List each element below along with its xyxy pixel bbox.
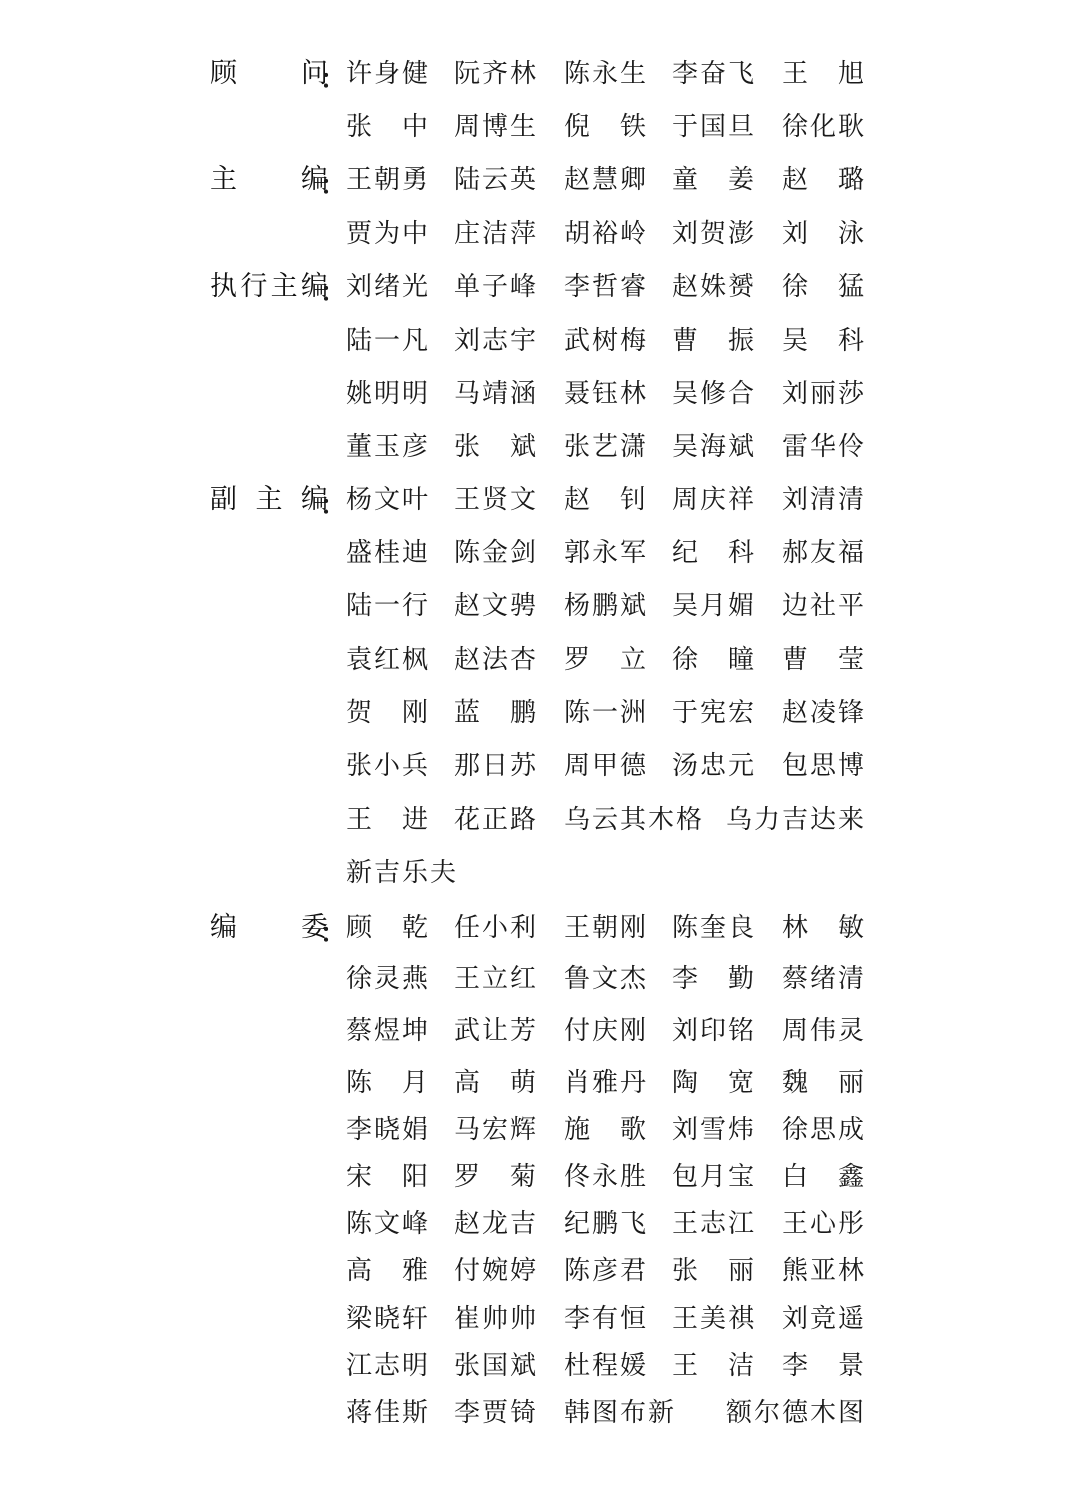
person-name: 魏 丽 [782, 1068, 867, 1098]
person-name: 王美祺 [672, 1304, 757, 1334]
board-row [0, 1249, 1080, 1293]
person-name: 张 丽 [672, 1256, 757, 1286]
person-name: 李哲睿 [564, 272, 649, 302]
names-line [346, 691, 867, 735]
person-name: 王 旭 [782, 59, 867, 89]
person-name: 李 勤 [672, 964, 757, 994]
person-name: 赵姝赟 [672, 272, 757, 302]
person-name: 单子峰 [454, 272, 539, 302]
board-row [0, 957, 1080, 1001]
person-name: 庄洁萍 [454, 219, 539, 249]
board-row [0, 1344, 1080, 1388]
board-row [0, 158, 1080, 202]
board-row [0, 1009, 1080, 1053]
label-colon: ： [320, 919, 347, 949]
names-line [346, 638, 867, 682]
names-line [346, 1249, 867, 1293]
names-line [346, 158, 867, 202]
person-name: 江志明 [346, 1351, 431, 1381]
person-name: 乌云其木格 [564, 805, 705, 835]
label-colon: ： [320, 171, 347, 201]
person-name: 蓝 鹏 [454, 698, 539, 728]
board-row [0, 691, 1080, 735]
label-colon: ： [320, 65, 347, 95]
person-name: 倪 铁 [564, 112, 649, 142]
person-name: 马宏辉 [454, 1115, 539, 1145]
person-name: 吴海斌 [672, 432, 757, 462]
board-row [0, 1297, 1080, 1341]
person-name: 张国斌 [454, 1351, 539, 1381]
person-name: 刘印铭 [672, 1016, 757, 1046]
board-row [0, 744, 1080, 788]
person-name: 杨文叶 [346, 485, 431, 515]
person-name: 陆云英 [454, 165, 539, 195]
names-line [346, 851, 862, 895]
person-name: 于国旦 [672, 112, 757, 142]
person-name: 王朝刚 [564, 913, 649, 943]
person-name: 王立红 [454, 964, 539, 994]
person-name: 熊亚林 [782, 1256, 867, 1286]
person-name: 马靖涵 [454, 379, 539, 409]
person-name: 周伟灵 [782, 1016, 867, 1046]
person-name: 罗 立 [564, 645, 649, 675]
person-name: 顾 乾 [346, 913, 431, 943]
person-name: 蔡绪清 [782, 964, 867, 994]
person-name: 那日苏 [454, 751, 539, 781]
person-name: 阮齐林 [454, 59, 539, 89]
person-name: 陈永生 [564, 59, 649, 89]
names-line [346, 1344, 867, 1388]
names-line [346, 1108, 867, 1152]
board-row [0, 798, 1080, 842]
section-label: 编 委 [210, 912, 328, 943]
names-line [346, 906, 867, 950]
names-line [346, 1202, 867, 1246]
person-name: 乌力吉达来 [726, 805, 867, 835]
person-name: 董玉彦 [346, 432, 431, 462]
person-name: 赵慧卿 [564, 165, 649, 195]
person-name: 罗 菊 [454, 1162, 539, 1192]
section-label: 副 主 编 [210, 484, 328, 515]
person-name: 包月宝 [672, 1162, 757, 1192]
board-row [0, 851, 1080, 895]
names-line [346, 1391, 867, 1435]
person-name: 王心彤 [782, 1209, 867, 1239]
person-name: 张小兵 [346, 751, 431, 781]
board-row [0, 319, 1080, 363]
person-name: 于宪宏 [672, 698, 757, 728]
person-name: 额尔德木图 [726, 1398, 867, 1428]
board-row [0, 584, 1080, 628]
person-name: 崔帅帅 [454, 1304, 539, 1334]
board-row [0, 906, 1080, 950]
names-line [346, 105, 867, 149]
names-line [346, 265, 867, 309]
person-name: 赵龙吉 [454, 1209, 539, 1239]
person-name: 吴月媚 [672, 591, 757, 621]
person-name: 姚明明 [346, 379, 431, 409]
person-name: 包思博 [782, 751, 867, 781]
board-row [0, 1155, 1080, 1199]
board-row [0, 478, 1080, 522]
person-name: 李贾锜 [454, 1398, 539, 1428]
person-name: 盛桂迪 [346, 538, 431, 568]
person-name: 刘竞遥 [782, 1304, 867, 1334]
person-name: 徐化耿 [782, 112, 867, 142]
person-name: 刘志宇 [454, 326, 539, 356]
section-label: 顾 问 [210, 58, 328, 89]
label-colon: ： [320, 278, 347, 308]
person-name: 王 洁 [672, 1351, 757, 1381]
person-name: 边社平 [782, 591, 867, 621]
person-name: 赵凌锋 [782, 698, 867, 728]
person-name: 周博生 [454, 112, 539, 142]
person-name: 纪 科 [672, 538, 757, 568]
person-name: 赵文骋 [454, 591, 539, 621]
person-name: 新吉乐夫 [346, 858, 459, 888]
person-name: 任小利 [454, 913, 539, 943]
person-name: 李奋飞 [672, 59, 757, 89]
board-row [0, 531, 1080, 575]
person-name: 王朝勇 [346, 165, 431, 195]
person-name: 林 敏 [782, 913, 867, 943]
board-row [0, 1202, 1080, 1246]
board-row [0, 105, 1080, 149]
section-label: 主 编 [210, 164, 328, 195]
person-name: 王贤文 [454, 485, 539, 515]
names-line [346, 1061, 867, 1105]
person-name: 王 进 [346, 805, 431, 835]
person-name: 武让芳 [454, 1016, 539, 1046]
person-name: 陆一行 [346, 591, 431, 621]
person-name: 贺 刚 [346, 698, 431, 728]
person-name: 徐 瞳 [672, 645, 757, 675]
person-name: 雷华伶 [782, 432, 867, 462]
person-name: 梁晓轩 [346, 1304, 431, 1334]
person-name: 徐思成 [782, 1115, 867, 1145]
person-name: 陶 宽 [672, 1068, 757, 1098]
person-name: 许身健 [346, 59, 431, 89]
person-name: 陆一凡 [346, 326, 431, 356]
board-row [0, 1108, 1080, 1152]
names-line [346, 212, 867, 256]
person-name: 陈奎良 [672, 913, 757, 943]
names-line [346, 798, 867, 842]
person-name: 贾为中 [346, 219, 431, 249]
person-name: 赵法杏 [454, 645, 539, 675]
person-name: 鲁文杰 [564, 964, 649, 994]
person-name: 刘绪光 [346, 272, 431, 302]
person-name: 肖雅丹 [564, 1068, 649, 1098]
person-name: 李有恒 [564, 1304, 649, 1334]
person-name: 武树梅 [564, 326, 649, 356]
board-row [0, 1061, 1080, 1105]
names-line [346, 744, 867, 788]
person-name: 刘 泳 [782, 219, 867, 249]
person-name: 胡裕岭 [564, 219, 649, 249]
names-line [346, 52, 867, 96]
person-name: 袁红枫 [346, 645, 431, 675]
person-name: 赵 钊 [564, 485, 649, 515]
person-name: 聂钰林 [564, 379, 649, 409]
person-name: 周庆祥 [672, 485, 757, 515]
person-name: 陈金剑 [454, 538, 539, 568]
names-line [346, 372, 867, 416]
person-name: 李晓娟 [346, 1115, 431, 1145]
person-name: 刘雪炜 [672, 1115, 757, 1145]
names-line [346, 478, 867, 522]
board-row [0, 265, 1080, 309]
person-name: 汤忠元 [672, 751, 757, 781]
board-row [0, 212, 1080, 256]
person-name: 花正路 [454, 805, 539, 835]
person-name: 付庆刚 [564, 1016, 649, 1046]
names-line [346, 531, 867, 575]
person-name: 李 景 [782, 1351, 867, 1381]
board-row [0, 638, 1080, 682]
person-name: 张艺潇 [564, 432, 649, 462]
person-name: 施 歌 [564, 1115, 649, 1145]
person-name: 刘丽莎 [782, 379, 867, 409]
person-name: 蒋佳斯 [346, 1398, 431, 1428]
person-name: 张 斌 [454, 432, 539, 462]
board-row [0, 52, 1080, 96]
person-name: 高 雅 [346, 1256, 431, 1286]
person-name: 佟永胜 [564, 1162, 649, 1192]
names-line [346, 1155, 867, 1199]
person-name: 王志江 [672, 1209, 757, 1239]
person-name: 白 鑫 [782, 1162, 867, 1192]
person-name: 郝友福 [782, 538, 867, 568]
person-name: 高 萌 [454, 1068, 539, 1098]
person-name: 蔡煜坤 [346, 1016, 431, 1046]
names-line [346, 319, 867, 363]
person-name: 曹 振 [672, 326, 757, 356]
person-name: 周甲德 [564, 751, 649, 781]
names-line [346, 1009, 867, 1053]
person-name: 吴 科 [782, 326, 867, 356]
person-name: 赵 璐 [782, 165, 867, 195]
names-line [346, 584, 867, 628]
person-name: 韩图布新 [564, 1398, 677, 1428]
person-name: 杨鹏斌 [564, 591, 649, 621]
person-name: 刘清清 [782, 485, 867, 515]
person-name: 陈 月 [346, 1068, 431, 1098]
person-name: 童 姜 [672, 165, 757, 195]
person-name: 陈文峰 [346, 1209, 431, 1239]
names-line [346, 425, 867, 469]
section-label: 执 行 主 编 [210, 271, 328, 302]
names-line [346, 957, 867, 1001]
person-name: 吴修合 [672, 379, 757, 409]
person-name: 张 中 [346, 112, 431, 142]
board-row [0, 1391, 1080, 1435]
person-name: 刘贺澎 [672, 219, 757, 249]
person-name: 宋 阳 [346, 1162, 431, 1192]
board-row [0, 372, 1080, 416]
person-name: 杜程媛 [564, 1351, 649, 1381]
person-name: 郭永军 [564, 538, 649, 568]
board-row [0, 425, 1080, 469]
person-name: 陈彦君 [564, 1256, 649, 1286]
label-colon: ： [320, 491, 347, 521]
person-name: 徐灵燕 [346, 964, 431, 994]
person-name: 陈一洲 [564, 698, 649, 728]
person-name: 曹 莹 [782, 645, 867, 675]
person-name: 付婉婷 [454, 1256, 539, 1286]
person-name: 徐 猛 [782, 272, 867, 302]
names-line [346, 1297, 867, 1341]
person-name: 纪鹏飞 [564, 1209, 649, 1239]
